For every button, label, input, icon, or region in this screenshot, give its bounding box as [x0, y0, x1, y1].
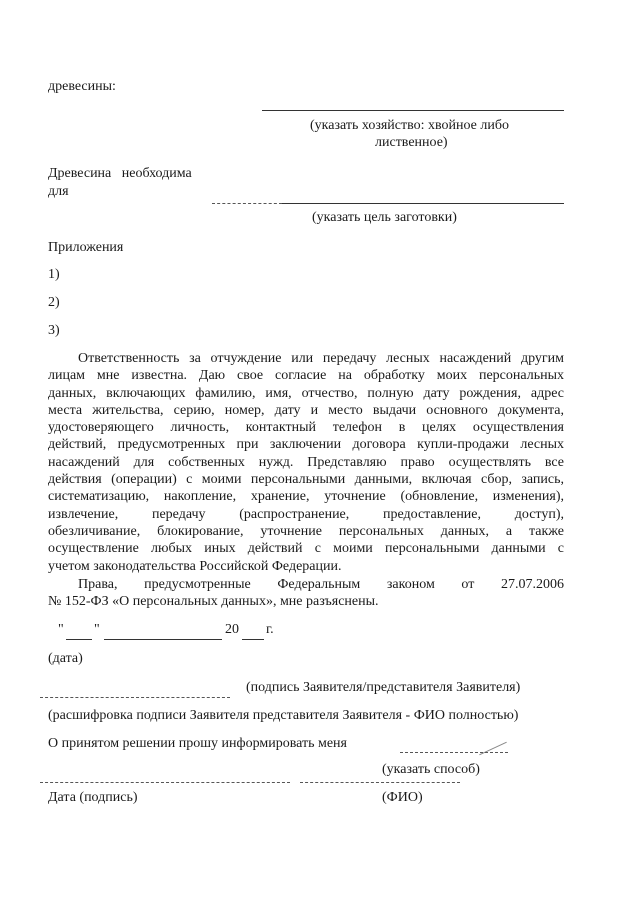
- date-year-line: [242, 639, 264, 640]
- fio-label: (ФИО): [382, 790, 423, 805]
- farm-type-hint-2: лиственное): [375, 135, 448, 150]
- farm-type-line: [262, 110, 564, 111]
- consent-line: осуществление любых иных действий с моими персональными данными с: [48, 541, 564, 557]
- date-label: (дата): [48, 651, 83, 666]
- consent-line: действия (операции) с моими персональными данными, включая сбор, запись,: [48, 472, 564, 488]
- purpose-label-2: для: [48, 184, 69, 199]
- consent-paragraph: [48, 350, 564, 575]
- bottom-line-right: [300, 782, 460, 783]
- date-sign-label: Дата (подпись): [48, 790, 138, 805]
- consent-line: извлечение, передачу (распространение, предоставление, доступ),: [48, 506, 564, 522]
- consent-line: насаждений для собственных нужд. Представляю право осуществлять все: [48, 454, 564, 470]
- attachment-item-1: 1): [48, 267, 60, 282]
- attachment-item-3: 3): [48, 323, 60, 338]
- notify-line: [400, 752, 508, 753]
- date-quote-close: ": [94, 622, 100, 637]
- notify-text: О принятом решении прошу информировать меня: [48, 736, 347, 751]
- bottom-line-left: [40, 782, 290, 783]
- date-day-line: [66, 639, 92, 640]
- farm-type-hint-1: (указать хозяйство: хвойное либо: [310, 118, 510, 133]
- consent-line: учетом законодательства Российской Федерации.: [48, 558, 342, 574]
- notify-line-mark: [479, 742, 507, 756]
- rights-line-1: Права, предусмотренные Федеральным законом от 27.07.2006: [78, 577, 564, 592]
- date-year-prefix: 20: [225, 622, 239, 637]
- purpose-line-start: [212, 203, 282, 204]
- consent-line: систематизацию, накопление, хранение, уточнение (обновление, изменения),: [48, 489, 564, 505]
- consent-line: действий, предусмотренных при заключении договора купли-продажи лесных: [48, 437, 564, 453]
- attachment-item-2: 2): [48, 295, 60, 310]
- consent-line: лицам мне известна. Даю свое согласие на обработку моих персональных: [48, 368, 564, 384]
- attachments-title: Приложения: [48, 240, 124, 255]
- date-month-line: [104, 639, 222, 640]
- purpose-label-1: Древесина необходима: [48, 166, 192, 181]
- method-label: (указать способ): [382, 762, 480, 777]
- signature-line: [40, 697, 230, 698]
- date-quote-open: ": [58, 622, 64, 637]
- date-year-suffix: г.: [266, 622, 274, 637]
- rights-line-2: № 152-ФЗ «О персональных данных», мне разъяснены.: [48, 594, 379, 610]
- rights-paragraph: [48, 576, 564, 611]
- consent-line: удостоверяющего личность, контактный телефон в целях осуществления: [48, 420, 564, 436]
- consent-line: места жительства, серию, номер, дату и место выдачи основного документа,: [48, 402, 564, 418]
- decryption-label: (расшифровка подписи Заявителя представителя Заявителя - ФИО полностью): [48, 708, 519, 723]
- consent-line: Ответственность за отчуждение или передачу лесных насаждений другим: [78, 351, 564, 366]
- consent-line: обезличивание, блокирование, уточнение персональных данных, а также: [48, 523, 564, 539]
- purpose-hint: (указать цель заготовки): [312, 210, 457, 225]
- purpose-line: [282, 203, 564, 204]
- wood-label: древесины:: [48, 79, 116, 94]
- signature-label: (подпись Заявителя/представителя Заявителя): [246, 680, 521, 695]
- consent-line: данных, включающих фамилию, имя, отчество, полную дату рождения, адрес: [48, 385, 564, 401]
